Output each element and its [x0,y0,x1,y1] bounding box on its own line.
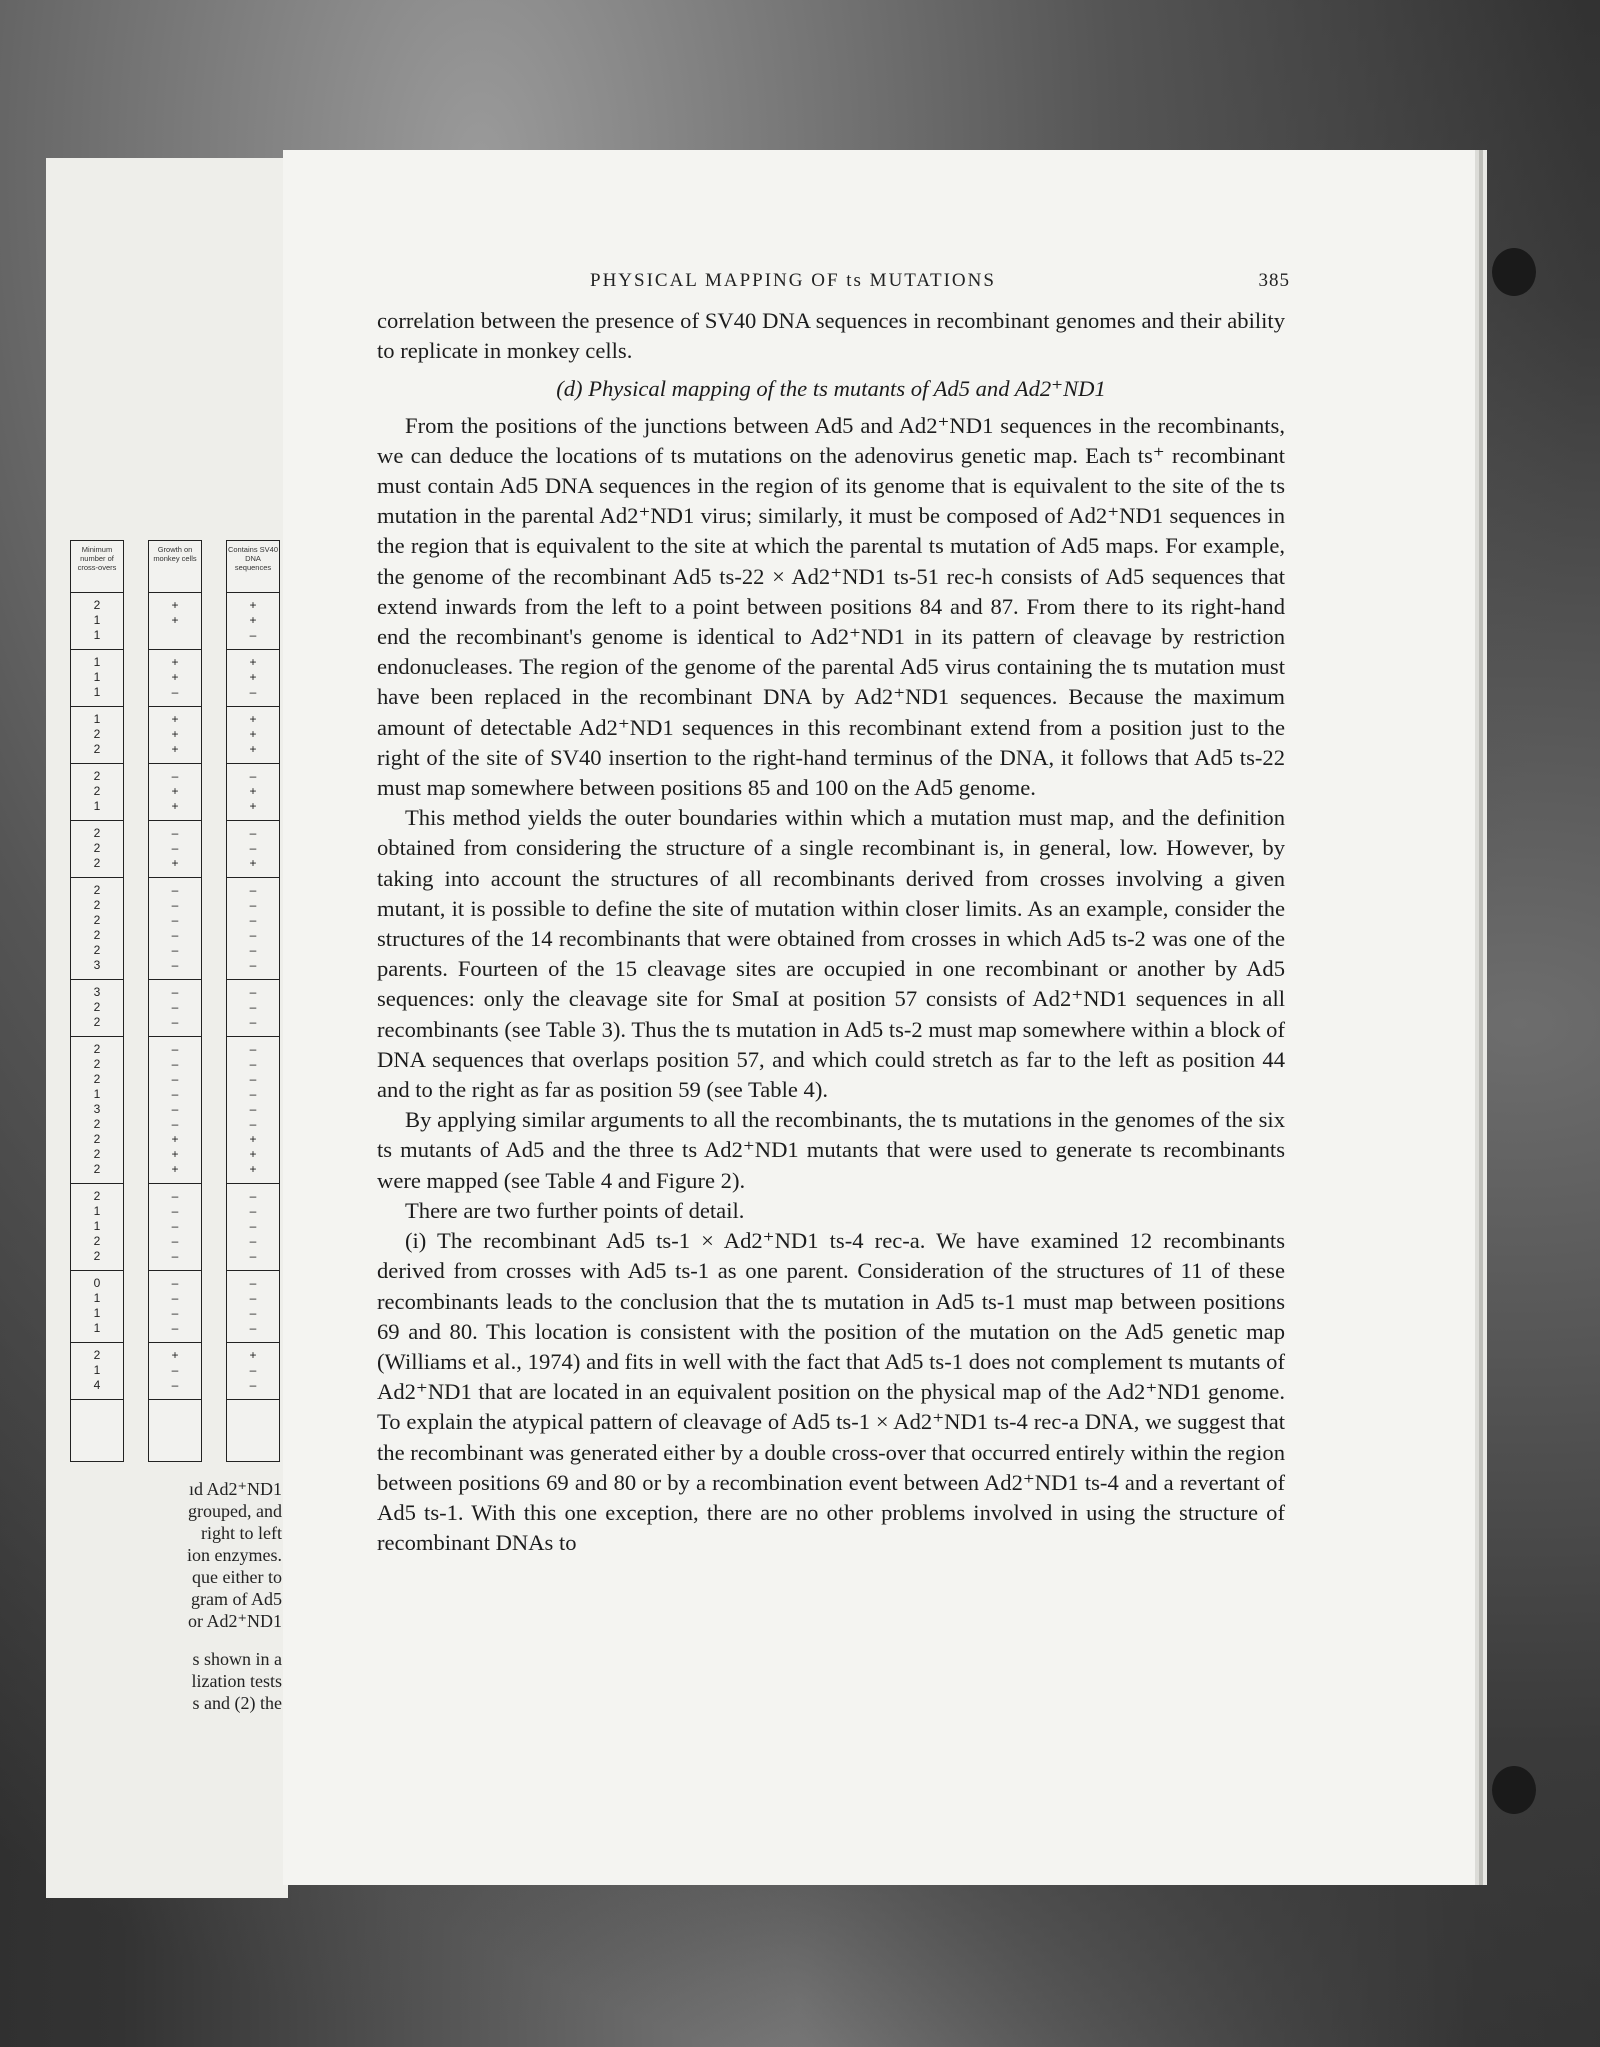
facing-line: lization tests [191,1671,282,1691]
table-cell: 2 1 1 2 2 [71,1184,123,1271]
table-cell: 1 1 1 [71,650,123,707]
facing-line: ion enzymes. [187,1545,282,1565]
facing-line: s shown in a [192,1649,282,1669]
table-cell: – – + [227,821,279,878]
table-cell: – – – – [227,1271,279,1343]
sv40-cells [227,593,279,1400]
page-number: 385 [1258,270,1290,291]
section-heading: (d) Physical mapping of the ts mutants of Ad5 and Ad2⁺ND1 [556,376,1106,402]
table-cell: 2 2 2 1 3 2 2 2 2 [71,1037,123,1184]
facing-line: grouped, and [188,1501,282,1521]
table-cell: + – – [149,1343,201,1400]
table-cell: – – – – – – + + + [149,1037,201,1184]
running-title: PHYSICAL MAPPING OF ts MUTATIONS [590,270,996,291]
binder-hole-top [1492,248,1536,296]
table-cell: + + + [149,707,201,764]
table-cell: – – – [149,980,201,1037]
table-cell: – – – – [149,1271,201,1343]
table-cell: + + [149,593,201,650]
table-cell: 2 2 1 [71,764,123,821]
table-cell: 1 2 2 [71,707,123,764]
table-cell: 2 1 1 [71,593,123,650]
crossovers-header: Minimum number of cross-overs [71,541,123,593]
facing-page-table [70,540,285,1460]
running-head [380,268,1290,298]
table-cell: 2 2 2 [71,821,123,878]
table-cell: 0 1 1 1 [71,1271,123,1343]
table-cell: – – – – – – + + + [227,1037,279,1184]
facing-line: right to left [201,1523,282,1543]
table-cell: + + + [227,707,279,764]
growth-header: Growth on monkey cells [149,541,201,593]
paragraph-1: From the positions of the junctions between Ad5 and Ad2⁺ND1 sequences in the recombinants, we can deduce the locations of ts mutations on the adenovirus genetic map. Each ts⁺ recombinant must contain Ad5 DNA sequences in the region of its genome that is equivalent to the site of the ts mutation in the parental Ad2⁺ND1 virus; similarly, it must be composed of Ad2⁺ND1 sequences in the region that is equivalent to the site at which the parental ts mutation of Ad5 maps. For example, the genome of the recombinant Ad5 ts-22 × Ad2⁺ND1 ts-51 rec-h consists of Ad5 sequences that extend inwards from the left to a point between positions 84 and 87. From there to its right-hand end the recombinant's genome is identical to Ad2⁺ND1 in its pattern of cleavage by restriction endonucleases. The region of the genome of the parental Ad5 virus containing the ts mutation must have been replaced in the recombinant DNA by Ad2⁺ND1 sequences. Because the maximum amount of detectable Ad2⁺ND1 sequences in this recombinant extend from a position just to the right of the site of SV40 insertion to the right-hand terminus of the DNA, it follows that Ad5 ts-22 must map somewhere between positions 85 and 100 on the Ad5 genome. [377,412,1285,801]
facing-line: gram of Ad5 [191,1589,282,1609]
paragraph-0: correlation between the presence of SV40 DNA sequences in recombinant genomes and their ability to replicate in monkey cells. [377,308,1285,364]
facing-line: ıd Ad2⁺ND1 [188,1479,282,1499]
facing-line: que either to [192,1567,282,1587]
paragraph-3: By applying similar arguments to all the recombinants, the ts mutations in the genomes of the six ts mutants of Ad5 and the three ts Ad2⁺ND1 mutants that were used to generate ts recombinants were mapped (see Table 4 and Figure 2). [377,1107,1285,1193]
facing-line: s and (2) the [192,1693,282,1713]
table-cell: 2 1 4 [71,1343,123,1400]
table-cell: 2 2 2 2 2 3 [71,878,123,980]
growth-cells [149,593,201,1400]
table-cell: + + – [227,593,279,650]
table-cell: – – – [227,980,279,1037]
table-cell: – – – – – [227,1184,279,1271]
facing-line: or Ad2⁺ND1 [188,1611,282,1631]
table-cell: + + – [227,650,279,707]
crossovers-cells [71,593,123,1400]
table-cell: – + + [149,764,201,821]
sv40-header: Contains SV40 DNA sequences [227,541,279,593]
table-cell: – – + [149,821,201,878]
facing-page-text [62,1478,282,1714]
binder-hole-bottom [1492,1766,1536,1814]
paragraph-5: (i) The recombinant Ad5 ts-1 × Ad2⁺ND1 ts-4 rec-a. We have examined 12 recombinants derived from crosses with Ad5 ts-1 as one parent. Consideration of the structures of 11 of these recombinants leads to the conclusion that the ts mutation in Ad5 ts-1 must map between positions 69 and 80. This location is consistent with the position of the mutation on the Ad5 genetic map (Williams et al., 1974) and fits in well with the fact that Ad5 ts-1 does not complement ts mutants of Ad2⁺ND1 that are located in an equivalent position on the physical map of the Ad2⁺ND1 genome. To explain the atypical pattern of cleavage of Ad5 ts-1 × Ad2⁺ND1 ts-4 rec-a DNA, we suggest that the recombinant was generated either by a double cross-over that occurred entirely within the region between positions 69 and 80 or by a recombination event between Ad2⁺ND1 ts-4 and a revertant of Ad5 ts-1. With this one exception, there are no other problems involved in using the structure of recombinant DNAs to [377,1228,1285,1556]
table-cell: – – – – – [149,1184,201,1271]
table-cell: + – – [227,1343,279,1400]
table-cell: 3 2 2 [71,980,123,1037]
sv40-column [226,540,280,1462]
crossovers-column [70,540,124,1462]
table-cell: – – – – – – [149,878,201,980]
growth-column [148,540,202,1462]
paragraph-2: This method yields the outer boundaries within which a mutation must map, and the definition obtained from considering the structure of a single recombinant is, in general, low. However, by taking into account the structures of all recombinants derived from crosses involving a given mutant, it is possible to define the site of mutation within closer limits. As an example, consider the structures of the 14 recombinants that were obtained from crosses in which Ad5 ts-2 was one of the parents. Fourteen of the 15 cleavage sites are occupied in one recombinant or another by Ad5 sequences: only the cleavage site for SmaI at position 57 consists of Ad2⁺ND1 sequences in all recombinants (see Table 3). Thus the ts mutation in Ad5 ts-2 must map somewhere within a block of DNA sequences that overlaps position 57, and which could stretch as far to the left as position 44 and to the right as far as position 59 (see Table 4). [377,805,1285,1103]
paragraph-4: There are two further points of detail. [405,1197,745,1223]
table-cell: – + + [227,764,279,821]
body-text [377,306,1285,1558]
table-cell: – – – – – – [227,878,279,980]
table-cell: + + – [149,650,201,707]
